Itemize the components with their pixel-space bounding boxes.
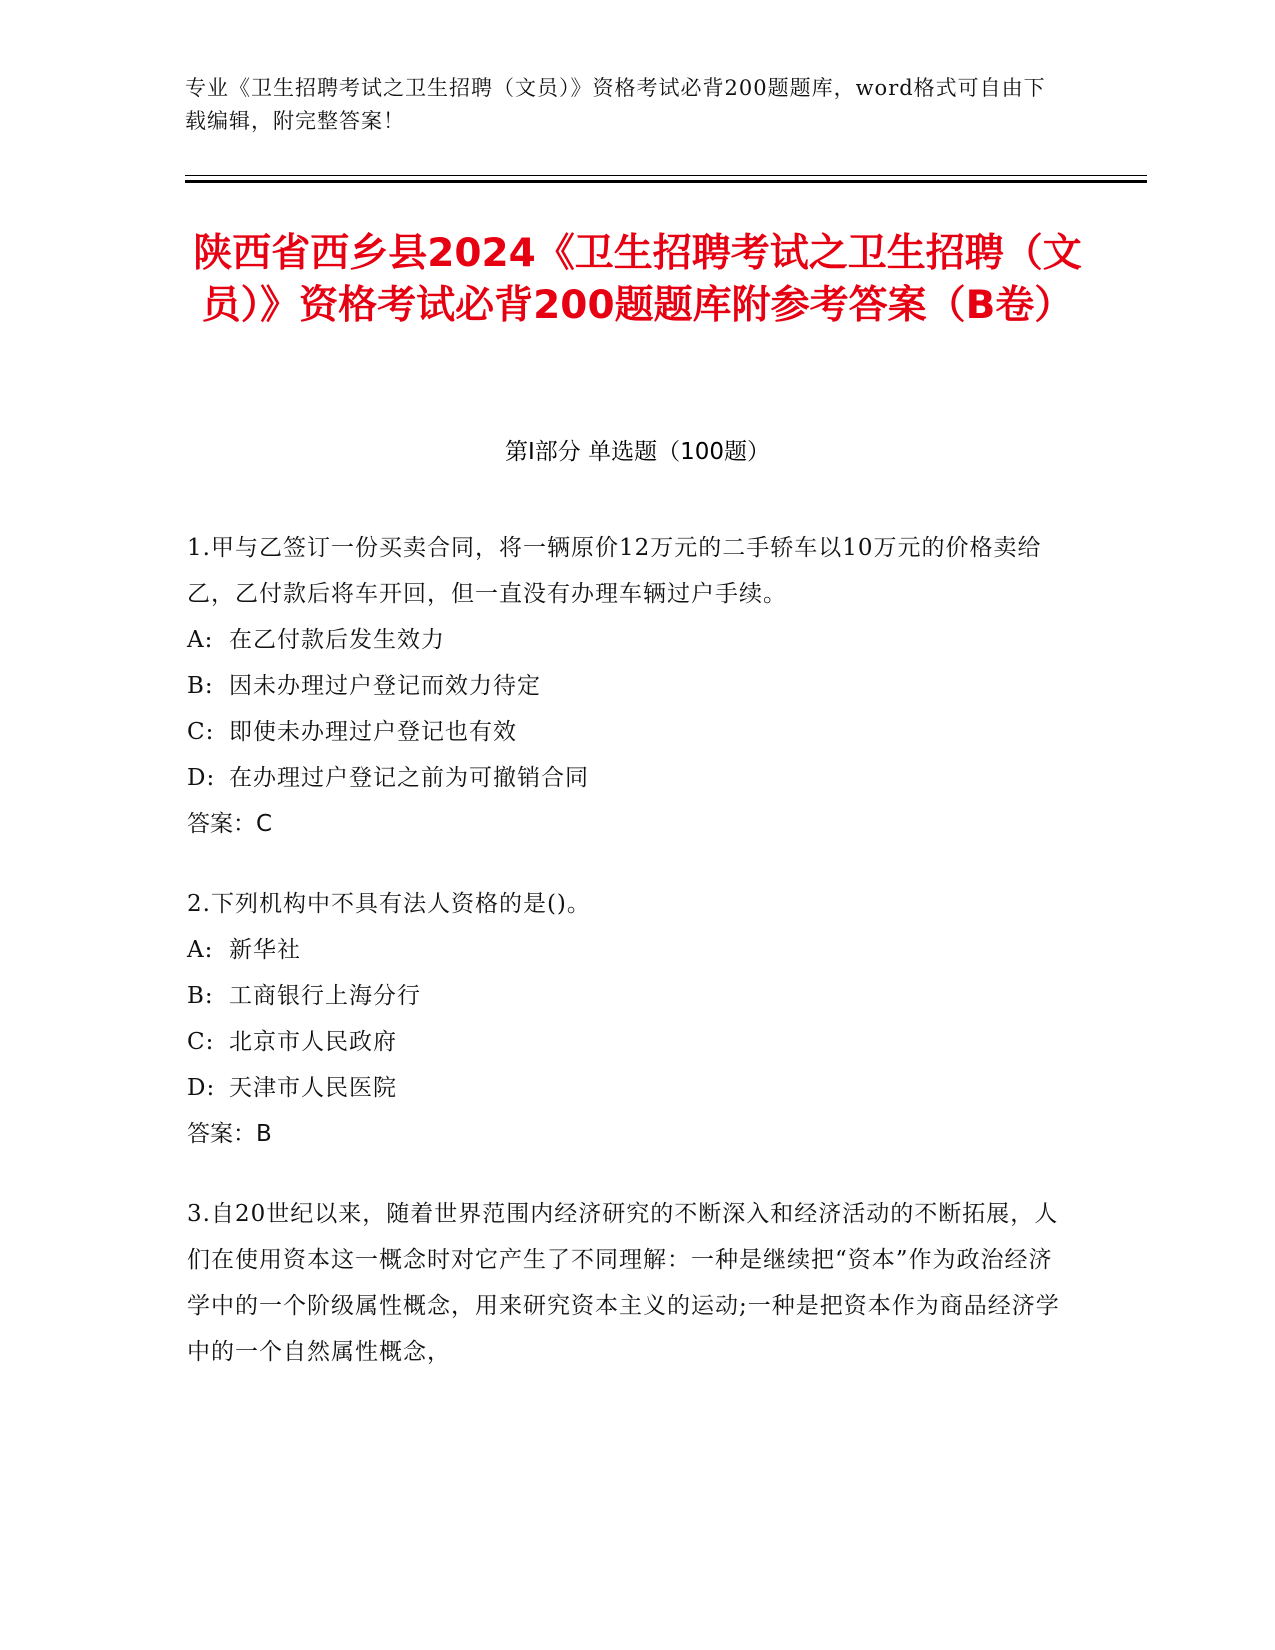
question-stem: 1.甲与乙签订一份买卖合同，将一辆原价12万元的二手轿车以10万元的价格卖给乙，乙付款后将车开回，但一直没有办理车辆过户手续。 (187, 535, 1042, 607)
option-b (187, 663, 1067, 709)
option-text: 北京市人民政府 (229, 1029, 397, 1055)
option-b (187, 973, 1067, 1019)
question-stem: 3.自20世纪以来，随着世界范围内经济研究的不断深入和经济活动的不断拓展，人们在使用资本这一概念时对它产生了不同理解：一种是继续把“资本”作为政治经济学中的一个阶级属性概念，用来研究资本主义的运动;一种是把资本作为商品经济学中的一个自然属性概念， (187, 1201, 1060, 1365)
question-3 (187, 1191, 1067, 1375)
option-letter: D: (187, 1075, 216, 1101)
option-d (187, 755, 1067, 801)
option-text: 因未办理过户登记而效力待定 (229, 673, 541, 699)
header-rule-thick (185, 180, 1147, 183)
option-letter: D: (187, 765, 216, 791)
option-letter: B: (187, 673, 214, 699)
answer: 答案：C (187, 811, 273, 837)
question-stem: 2.下列机构中不具有法人资格的是()。 (187, 891, 591, 917)
option-text: 天津市人民医院 (229, 1075, 397, 1101)
option-text: 新华社 (229, 937, 301, 963)
option-a (187, 927, 1067, 973)
option-letter: B: (187, 983, 214, 1009)
option-text: 在办理过户登记之前为可撤销合同 (229, 765, 589, 791)
option-d (187, 1065, 1067, 1111)
header-note: 专业《卫生招聘考试之卫生招聘（文员）》资格考试必背200题题库，word格式可自由下载编辑，附完整答案！ (185, 76, 1046, 133)
section-title: 第Ⅰ部分 单选题（100题） (505, 439, 770, 465)
answer: 答案：B (187, 1121, 272, 1147)
option-text: 即使未办理过户登记也有效 (229, 719, 517, 745)
question-1 (187, 525, 1067, 847)
option-a (187, 617, 1067, 663)
header-rule-thin (185, 175, 1147, 176)
option-c (187, 1019, 1067, 1065)
option-letter: C: (187, 719, 215, 745)
option-letter: C: (187, 1029, 215, 1055)
option-letter: A: (187, 937, 214, 963)
question-list (187, 525, 1067, 1409)
option-text: 工商银行上海分行 (229, 983, 421, 1009)
option-text: 在乙付款后发生效力 (229, 627, 445, 653)
document-title: 陕西省西乡县2024《卫生招聘考试之卫生招聘（文员）》资格考试必背200题题库附参考答案（B卷） (193, 231, 1082, 328)
option-c (187, 709, 1067, 755)
question-2 (187, 881, 1067, 1157)
option-letter: A: (187, 627, 214, 653)
